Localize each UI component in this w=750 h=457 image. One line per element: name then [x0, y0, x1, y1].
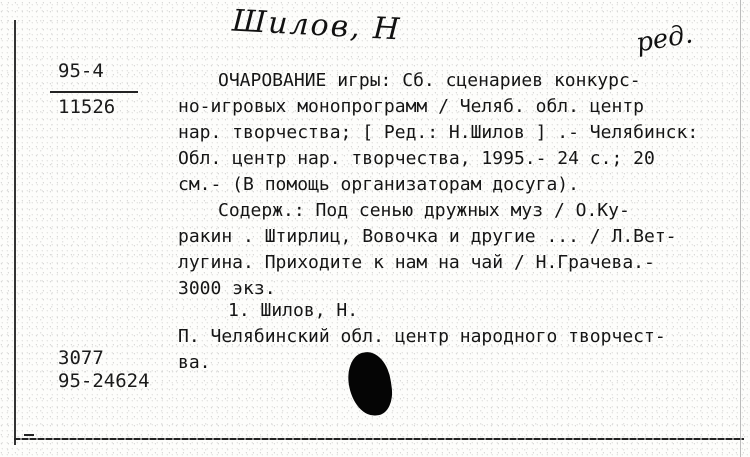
bottom-border-line: [14, 438, 744, 440]
shelfmark-top: 95-4: [58, 60, 104, 82]
body-line: лугина. Приходите к нам на чай / Н.Грачева.-: [178, 252, 655, 273]
body-line: ва.: [178, 352, 211, 373]
handwritten-name: Шилов, Н: [231, 3, 403, 48]
shelfmark-divider: [50, 91, 138, 93]
shelfmark-bottom: 11526: [58, 96, 116, 118]
body-line: 3000 экз.: [178, 278, 276, 299]
inventory-code-b: 95-24624: [58, 370, 150, 392]
body-line: нар. творчества; [ Ред.: Н.Шилов ] .- Челябинск:: [178, 122, 699, 143]
body-line: 1. Шилов, Н.: [228, 300, 359, 321]
bottom-tick-mark: [24, 434, 34, 436]
left-margin-line: [14, 20, 16, 445]
body-line: см.- (В помощь организаторам досуга).: [178, 174, 579, 195]
body-line: Обл. центр нар. творчества, 1995.- 24 с.; 20: [178, 148, 655, 169]
body-line: ракин . Штирлиц, Вовочка и другие ... / Л.Вет-: [178, 226, 677, 247]
handwritten-note: ред.: [633, 19, 695, 59]
right-edge-line: [740, 0, 741, 457]
body-line: П. Челябинский обл. центр народного творчест-: [178, 326, 666, 347]
body-line: но-игровых монопрограмм / Челяб. обл. центр: [178, 96, 644, 117]
body-line: Содерж.: Под сенью дружных муз / О.Ку-: [218, 200, 630, 221]
inventory-code-a: 3077: [58, 347, 104, 369]
body-line: ОЧАРОВАНИЕ игры: Сб. сценариев конкурс-: [218, 70, 641, 91]
ink-smudge: [345, 349, 395, 418]
